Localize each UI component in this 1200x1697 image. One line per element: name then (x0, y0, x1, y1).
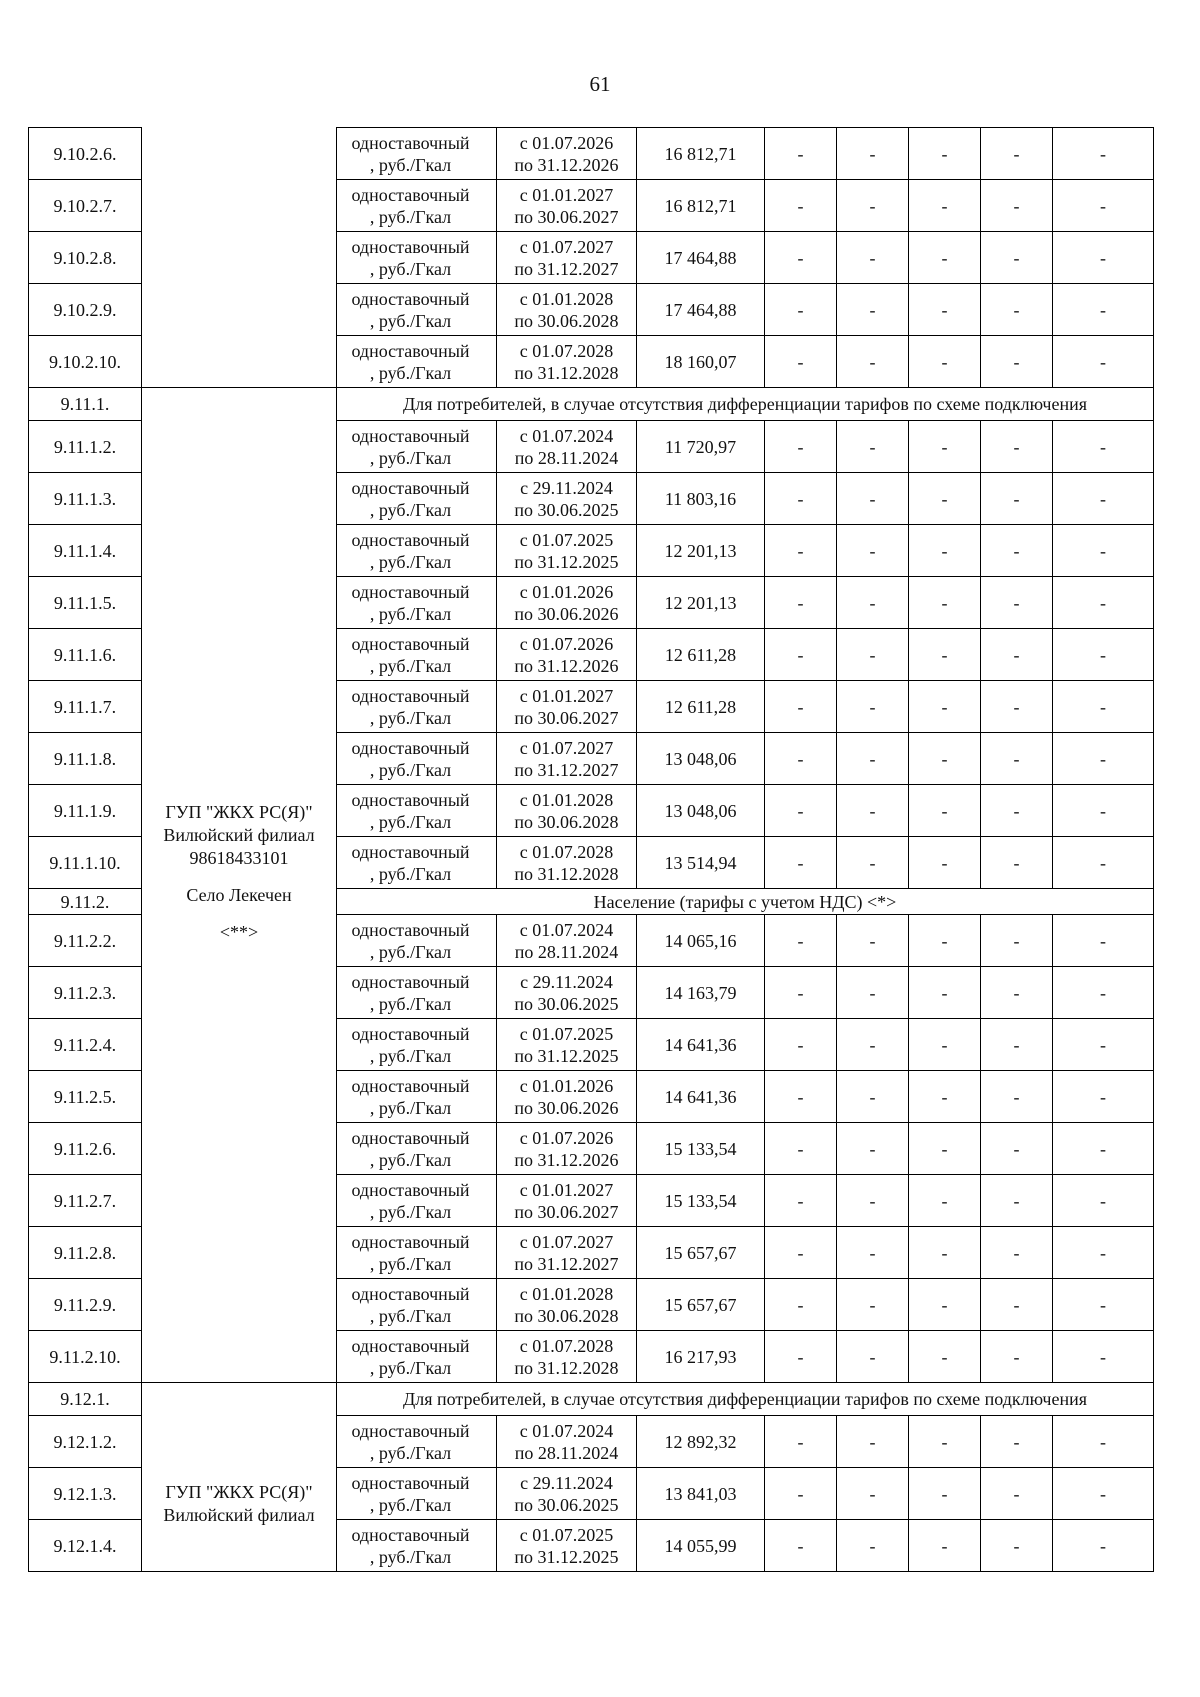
dash-cell: - (1053, 232, 1154, 284)
dash-cell: - (981, 525, 1053, 577)
dash-cell: - (909, 1071, 981, 1123)
price: 16 217,93 (637, 1331, 765, 1383)
price: 13 048,06 (637, 733, 765, 785)
tariff-table (28, 127, 1154, 1572)
dash-cell: - (765, 1468, 837, 1520)
dash-cell: - (981, 1416, 1053, 1468)
dash-cell: - (981, 284, 1053, 336)
period: с 01.01.2026 по 30.06.2026 (497, 1071, 637, 1123)
dash-cell: - (909, 1175, 981, 1227)
dash-cell: - (1053, 525, 1154, 577)
row-code: 9.11.1.2. (29, 421, 142, 473)
organization-cell (142, 1383, 337, 1572)
dash-cell: - (909, 232, 981, 284)
period: с 01.07.2028 по 31.12.2028 (497, 1331, 637, 1383)
row-code: 9.12.1.3. (29, 1468, 142, 1520)
dash-cell: - (837, 915, 909, 967)
price: 12 611,28 (637, 681, 765, 733)
rate-type: одноставочный , руб./Гкал (337, 1175, 497, 1227)
dash-cell: - (909, 1279, 981, 1331)
organization-branch: Вилюйский филиал (163, 1505, 315, 1525)
period: с 01.07.2027 по 31.12.2027 (497, 1227, 637, 1279)
dash-cell: - (765, 785, 837, 837)
price: 14 163,79 (637, 967, 765, 1019)
dash-cell: - (981, 733, 1053, 785)
rate-type: одноставочный , руб./Гкал (337, 967, 497, 1019)
dash-cell: - (837, 473, 909, 525)
dash-cell: - (1053, 1123, 1154, 1175)
rate-type: одноставочный , руб./Гкал (337, 1468, 497, 1520)
dash-cell: - (765, 629, 837, 681)
group-code: 9.12.1. (29, 1383, 142, 1416)
dash-cell: - (1053, 681, 1154, 733)
dash-cell: - (837, 733, 909, 785)
row-code: 9.12.1.2. (29, 1416, 142, 1468)
dash-cell: - (765, 837, 837, 889)
dash-cell: - (765, 577, 837, 629)
row-code: 9.11.2.7. (29, 1175, 142, 1227)
dash-cell: - (837, 1468, 909, 1520)
dash-cell: - (1053, 1227, 1154, 1279)
dash-cell: - (837, 1071, 909, 1123)
dash-cell: - (981, 629, 1053, 681)
period: с 29.11.2024 по 30.06.2025 (497, 473, 637, 525)
period: с 01.07.2027 по 31.12.2027 (497, 733, 637, 785)
price: 13 048,06 (637, 785, 765, 837)
dash-cell: - (981, 421, 1053, 473)
rate-type: одноставочный , руб./Гкал (337, 180, 497, 232)
dash-cell: - (909, 1520, 981, 1572)
price: 14 055,99 (637, 1520, 765, 1572)
row-code: 9.11.2.3. (29, 967, 142, 1019)
row-code: 9.11.1.5. (29, 577, 142, 629)
organization-locality: Село Лекечен (186, 885, 292, 905)
row-code: 9.11.1.9. (29, 785, 142, 837)
dash-cell: - (765, 1279, 837, 1331)
price: 12 201,13 (637, 525, 765, 577)
rate-type: одноставочный , руб./Гкал (337, 232, 497, 284)
price: 12 892,32 (637, 1416, 765, 1468)
dash-cell: - (837, 681, 909, 733)
price: 11 803,16 (637, 473, 765, 525)
group-header: Для потребителей, в случае отсутствия дифференциации тарифов по схеме подключения (337, 1383, 1154, 1416)
dash-cell: - (1053, 1520, 1154, 1572)
dash-cell: - (1053, 1019, 1154, 1071)
dash-cell: - (837, 232, 909, 284)
price: 14 641,36 (637, 1071, 765, 1123)
dash-cell: - (981, 837, 1053, 889)
organization-info (142, 388, 336, 944)
dash-cell: - (981, 473, 1053, 525)
dash-cell: - (981, 785, 1053, 837)
rate-type: одноставочный , руб./Гкал (337, 1227, 497, 1279)
dash-cell: - (1053, 629, 1154, 681)
organization-cell (142, 128, 337, 388)
price: 17 464,88 (637, 232, 765, 284)
dash-cell: - (909, 733, 981, 785)
dash-cell: - (981, 1520, 1053, 1572)
row-code: 9.11.1.7. (29, 681, 142, 733)
row-code: 9.11.2.6. (29, 1123, 142, 1175)
dash-cell: - (837, 284, 909, 336)
dash-cell: - (837, 629, 909, 681)
dash-cell: - (909, 421, 981, 473)
dash-cell: - (765, 421, 837, 473)
dash-cell: - (1053, 837, 1154, 889)
period: с 29.11.2024 по 30.06.2025 (497, 967, 637, 1019)
dash-cell: - (981, 1279, 1053, 1331)
period: с 01.07.2024 по 28.11.2024 (497, 915, 637, 967)
rate-type: одноставочный , руб./Гкал (337, 421, 497, 473)
row-code: 9.12.1.4. (29, 1520, 142, 1572)
dash-cell: - (1053, 128, 1154, 180)
period: с 01.07.2026 по 31.12.2026 (497, 128, 637, 180)
dash-cell: - (1053, 1175, 1154, 1227)
dash-cell: - (981, 180, 1053, 232)
period: с 01.01.2026 по 30.06.2026 (497, 577, 637, 629)
dash-cell: - (1053, 1468, 1154, 1520)
rate-type: одноставочный , руб./Гкал (337, 1071, 497, 1123)
row-code: 9.11.2.8. (29, 1227, 142, 1279)
row-code: 9.11.1.3. (29, 473, 142, 525)
period: с 01.07.2024 по 28.11.2024 (497, 1416, 637, 1468)
dash-cell: - (981, 681, 1053, 733)
dash-cell: - (837, 180, 909, 232)
dash-cell: - (837, 1279, 909, 1331)
dash-cell: - (1053, 180, 1154, 232)
period: с 01.07.2025 по 31.12.2025 (497, 525, 637, 577)
price: 16 812,71 (637, 128, 765, 180)
period: с 01.01.2028 по 30.06.2028 (497, 284, 637, 336)
dash-cell: - (981, 1071, 1053, 1123)
rate-type: одноставочный , руб./Гкал (337, 733, 497, 785)
dash-cell: - (765, 1520, 837, 1572)
price: 14 641,36 (637, 1019, 765, 1071)
dash-cell: - (837, 785, 909, 837)
row-code: 9.11.2.2. (29, 915, 142, 967)
row-code: 9.10.2.9. (29, 284, 142, 336)
dash-cell: - (981, 577, 1053, 629)
period: с 01.07.2025 по 31.12.2025 (497, 1520, 637, 1572)
dash-cell: - (765, 1123, 837, 1175)
row-code: 9.11.1.6. (29, 629, 142, 681)
dash-cell: - (909, 629, 981, 681)
dash-cell: - (909, 128, 981, 180)
dash-cell: - (837, 837, 909, 889)
dash-cell: - (837, 1331, 909, 1383)
dash-cell: - (981, 1123, 1053, 1175)
dash-cell: - (1053, 577, 1154, 629)
organization-note: <**> (219, 922, 259, 942)
group-code: 9.11.2. (29, 889, 142, 915)
dash-cell: - (765, 473, 837, 525)
period: с 29.11.2024 по 30.06.2025 (497, 1468, 637, 1520)
organization-info (142, 1383, 336, 1527)
dash-cell: - (765, 733, 837, 785)
row-code: 9.11.2.9. (29, 1279, 142, 1331)
dash-cell: - (765, 915, 837, 967)
dash-cell: - (765, 336, 837, 388)
rate-type: одноставочный , руб./Гкал (337, 1279, 497, 1331)
dash-cell: - (765, 681, 837, 733)
row-code: 9.10.2.7. (29, 180, 142, 232)
dash-cell: - (837, 1227, 909, 1279)
dash-cell: - (909, 1468, 981, 1520)
rate-type: одноставочный , руб./Гкал (337, 1416, 497, 1468)
price: 12 611,28 (637, 629, 765, 681)
dash-cell: - (1053, 1416, 1154, 1468)
dash-cell: - (765, 284, 837, 336)
period: с 01.01.2028 по 30.06.2028 (497, 785, 637, 837)
page-number: 61 (589, 72, 611, 96)
dash-cell: - (837, 1175, 909, 1227)
row-code: 9.10.2.6. (29, 128, 142, 180)
dash-cell: - (1053, 1331, 1154, 1383)
rate-type: одноставочный , руб./Гкал (337, 128, 497, 180)
dash-cell: - (909, 681, 981, 733)
dash-cell: - (765, 1227, 837, 1279)
organization-oktmo: 98618433101 (189, 848, 289, 868)
rate-type: одноставочный , руб./Гкал (337, 577, 497, 629)
dash-cell: - (837, 525, 909, 577)
row-code: 9.11.1.4. (29, 525, 142, 577)
rate-type: одноставочный , руб./Гкал (337, 525, 497, 577)
dash-cell: - (981, 967, 1053, 1019)
rate-type: одноставочный , руб./Гкал (337, 915, 497, 967)
rate-type: одноставочный , руб./Гкал (337, 336, 497, 388)
rate-type: одноставочный , руб./Гкал (337, 681, 497, 733)
price: 13 514,94 (637, 837, 765, 889)
dash-cell: - (765, 1416, 837, 1468)
dash-cell: - (909, 837, 981, 889)
rate-type: одноставочный , руб./Гкал (337, 473, 497, 525)
organization-name: ГУП "ЖКХ РС(Я)" (165, 1482, 313, 1502)
group-code: 9.11.1. (29, 388, 142, 421)
dash-cell: - (909, 1227, 981, 1279)
dash-cell: - (909, 967, 981, 1019)
dash-cell: - (837, 1123, 909, 1175)
dash-cell: - (981, 336, 1053, 388)
dash-cell: - (909, 1416, 981, 1468)
organization-branch: Вилюйский филиал (163, 825, 315, 845)
dash-cell: - (837, 421, 909, 473)
period: с 01.01.2027 по 30.06.2027 (497, 180, 637, 232)
row-code: 9.11.2.4. (29, 1019, 142, 1071)
price: 12 201,13 (637, 577, 765, 629)
dash-cell: - (765, 128, 837, 180)
period: с 01.07.2025 по 31.12.2025 (497, 1019, 637, 1071)
row-code: 9.11.2.10. (29, 1331, 142, 1383)
period: с 01.07.2024 по 28.11.2024 (497, 421, 637, 473)
dash-cell: - (981, 1175, 1053, 1227)
table-row (29, 128, 1154, 180)
row-code: 9.11.1.10. (29, 837, 142, 889)
dash-cell: - (1053, 336, 1154, 388)
dash-cell: - (909, 577, 981, 629)
dash-cell: - (837, 1416, 909, 1468)
period: с 01.07.2026 по 31.12.2026 (497, 1123, 637, 1175)
row-code: 9.11.2.5. (29, 1071, 142, 1123)
period: с 01.01.2027 по 30.06.2027 (497, 681, 637, 733)
row-code: 9.11.1.8. (29, 733, 142, 785)
dash-cell: - (909, 915, 981, 967)
dash-cell: - (1053, 1279, 1154, 1331)
dash-cell: - (909, 336, 981, 388)
dash-cell: - (1053, 473, 1154, 525)
row-code: 9.10.2.8. (29, 232, 142, 284)
period: с 01.07.2026 по 31.12.2026 (497, 629, 637, 681)
period: с 01.07.2028 по 31.12.2028 (497, 837, 637, 889)
price: 13 841,03 (637, 1468, 765, 1520)
dash-cell: - (765, 1175, 837, 1227)
organization-name: ГУП "ЖКХ РС(Я)" (165, 802, 313, 822)
dash-cell: - (1053, 421, 1154, 473)
price: 15 133,54 (637, 1175, 765, 1227)
dash-cell: - (765, 1071, 837, 1123)
dash-cell: - (981, 128, 1053, 180)
price: 15 657,67 (637, 1279, 765, 1331)
dash-cell: - (765, 232, 837, 284)
dash-cell: - (837, 336, 909, 388)
group-header-row (29, 1383, 1154, 1416)
dash-cell: - (981, 1331, 1053, 1383)
dash-cell: - (1053, 785, 1154, 837)
dash-cell: - (765, 525, 837, 577)
dash-cell: - (765, 967, 837, 1019)
spacer (142, 870, 336, 884)
group-header: Для потребителей, в случае отсутствия дифференциации тарифов по схеме подключения (337, 388, 1154, 421)
dash-cell: - (1053, 967, 1154, 1019)
dash-cell: - (765, 1019, 837, 1071)
dash-cell: - (909, 284, 981, 336)
period: с 01.07.2028 по 31.12.2028 (497, 336, 637, 388)
period: с 01.07.2027 по 31.12.2027 (497, 232, 637, 284)
dash-cell: - (981, 1227, 1053, 1279)
price: 15 657,67 (637, 1227, 765, 1279)
dash-cell: - (837, 128, 909, 180)
price: 16 812,71 (637, 180, 765, 232)
rate-type: одноставочный , руб./Гкал (337, 284, 497, 336)
rate-type: одноставочный , руб./Гкал (337, 1331, 497, 1383)
dash-cell: - (909, 473, 981, 525)
dash-cell: - (765, 180, 837, 232)
dash-cell: - (981, 232, 1053, 284)
dash-cell: - (909, 785, 981, 837)
dash-cell: - (765, 1331, 837, 1383)
dash-cell: - (909, 525, 981, 577)
dash-cell: - (837, 967, 909, 1019)
rate-type: одноставочный , руб./Гкал (337, 1019, 497, 1071)
group-header-row (29, 388, 1154, 421)
rate-type: одноставочный , руб./Гкал (337, 1520, 497, 1572)
organization-cell (142, 388, 337, 1383)
dash-cell: - (1053, 1071, 1154, 1123)
dash-cell: - (909, 1331, 981, 1383)
rate-type: одноставочный , руб./Гкал (337, 785, 497, 837)
dash-cell: - (1053, 733, 1154, 785)
dash-cell: - (1053, 284, 1154, 336)
row-code: 9.10.2.10. (29, 336, 142, 388)
price: 11 720,97 (637, 421, 765, 473)
period: с 01.01.2028 по 30.06.2028 (497, 1279, 637, 1331)
group-header: Население (тарифы с учетом НДС) <*> (337, 889, 1154, 915)
rate-type: одноставочный , руб./Гкал (337, 629, 497, 681)
tariff-table-body (29, 128, 1154, 1572)
dash-cell: - (981, 915, 1053, 967)
dash-cell: - (909, 180, 981, 232)
period: с 01.01.2027 по 30.06.2027 (497, 1175, 637, 1227)
price: 18 160,07 (637, 336, 765, 388)
spacer (142, 907, 336, 921)
dash-cell: - (981, 1019, 1053, 1071)
dash-cell: - (837, 1019, 909, 1071)
rate-type: одноставочный , руб./Гкал (337, 837, 497, 889)
dash-cell: - (909, 1019, 981, 1071)
price: 17 464,88 (637, 284, 765, 336)
dash-cell: - (837, 1520, 909, 1572)
price: 14 065,16 (637, 915, 765, 967)
dash-cell: - (837, 577, 909, 629)
price: 15 133,54 (637, 1123, 765, 1175)
dash-cell: - (909, 1123, 981, 1175)
dash-cell: - (981, 1468, 1053, 1520)
dash-cell: - (1053, 915, 1154, 967)
rate-type: одноставочный , руб./Гкал (337, 1123, 497, 1175)
